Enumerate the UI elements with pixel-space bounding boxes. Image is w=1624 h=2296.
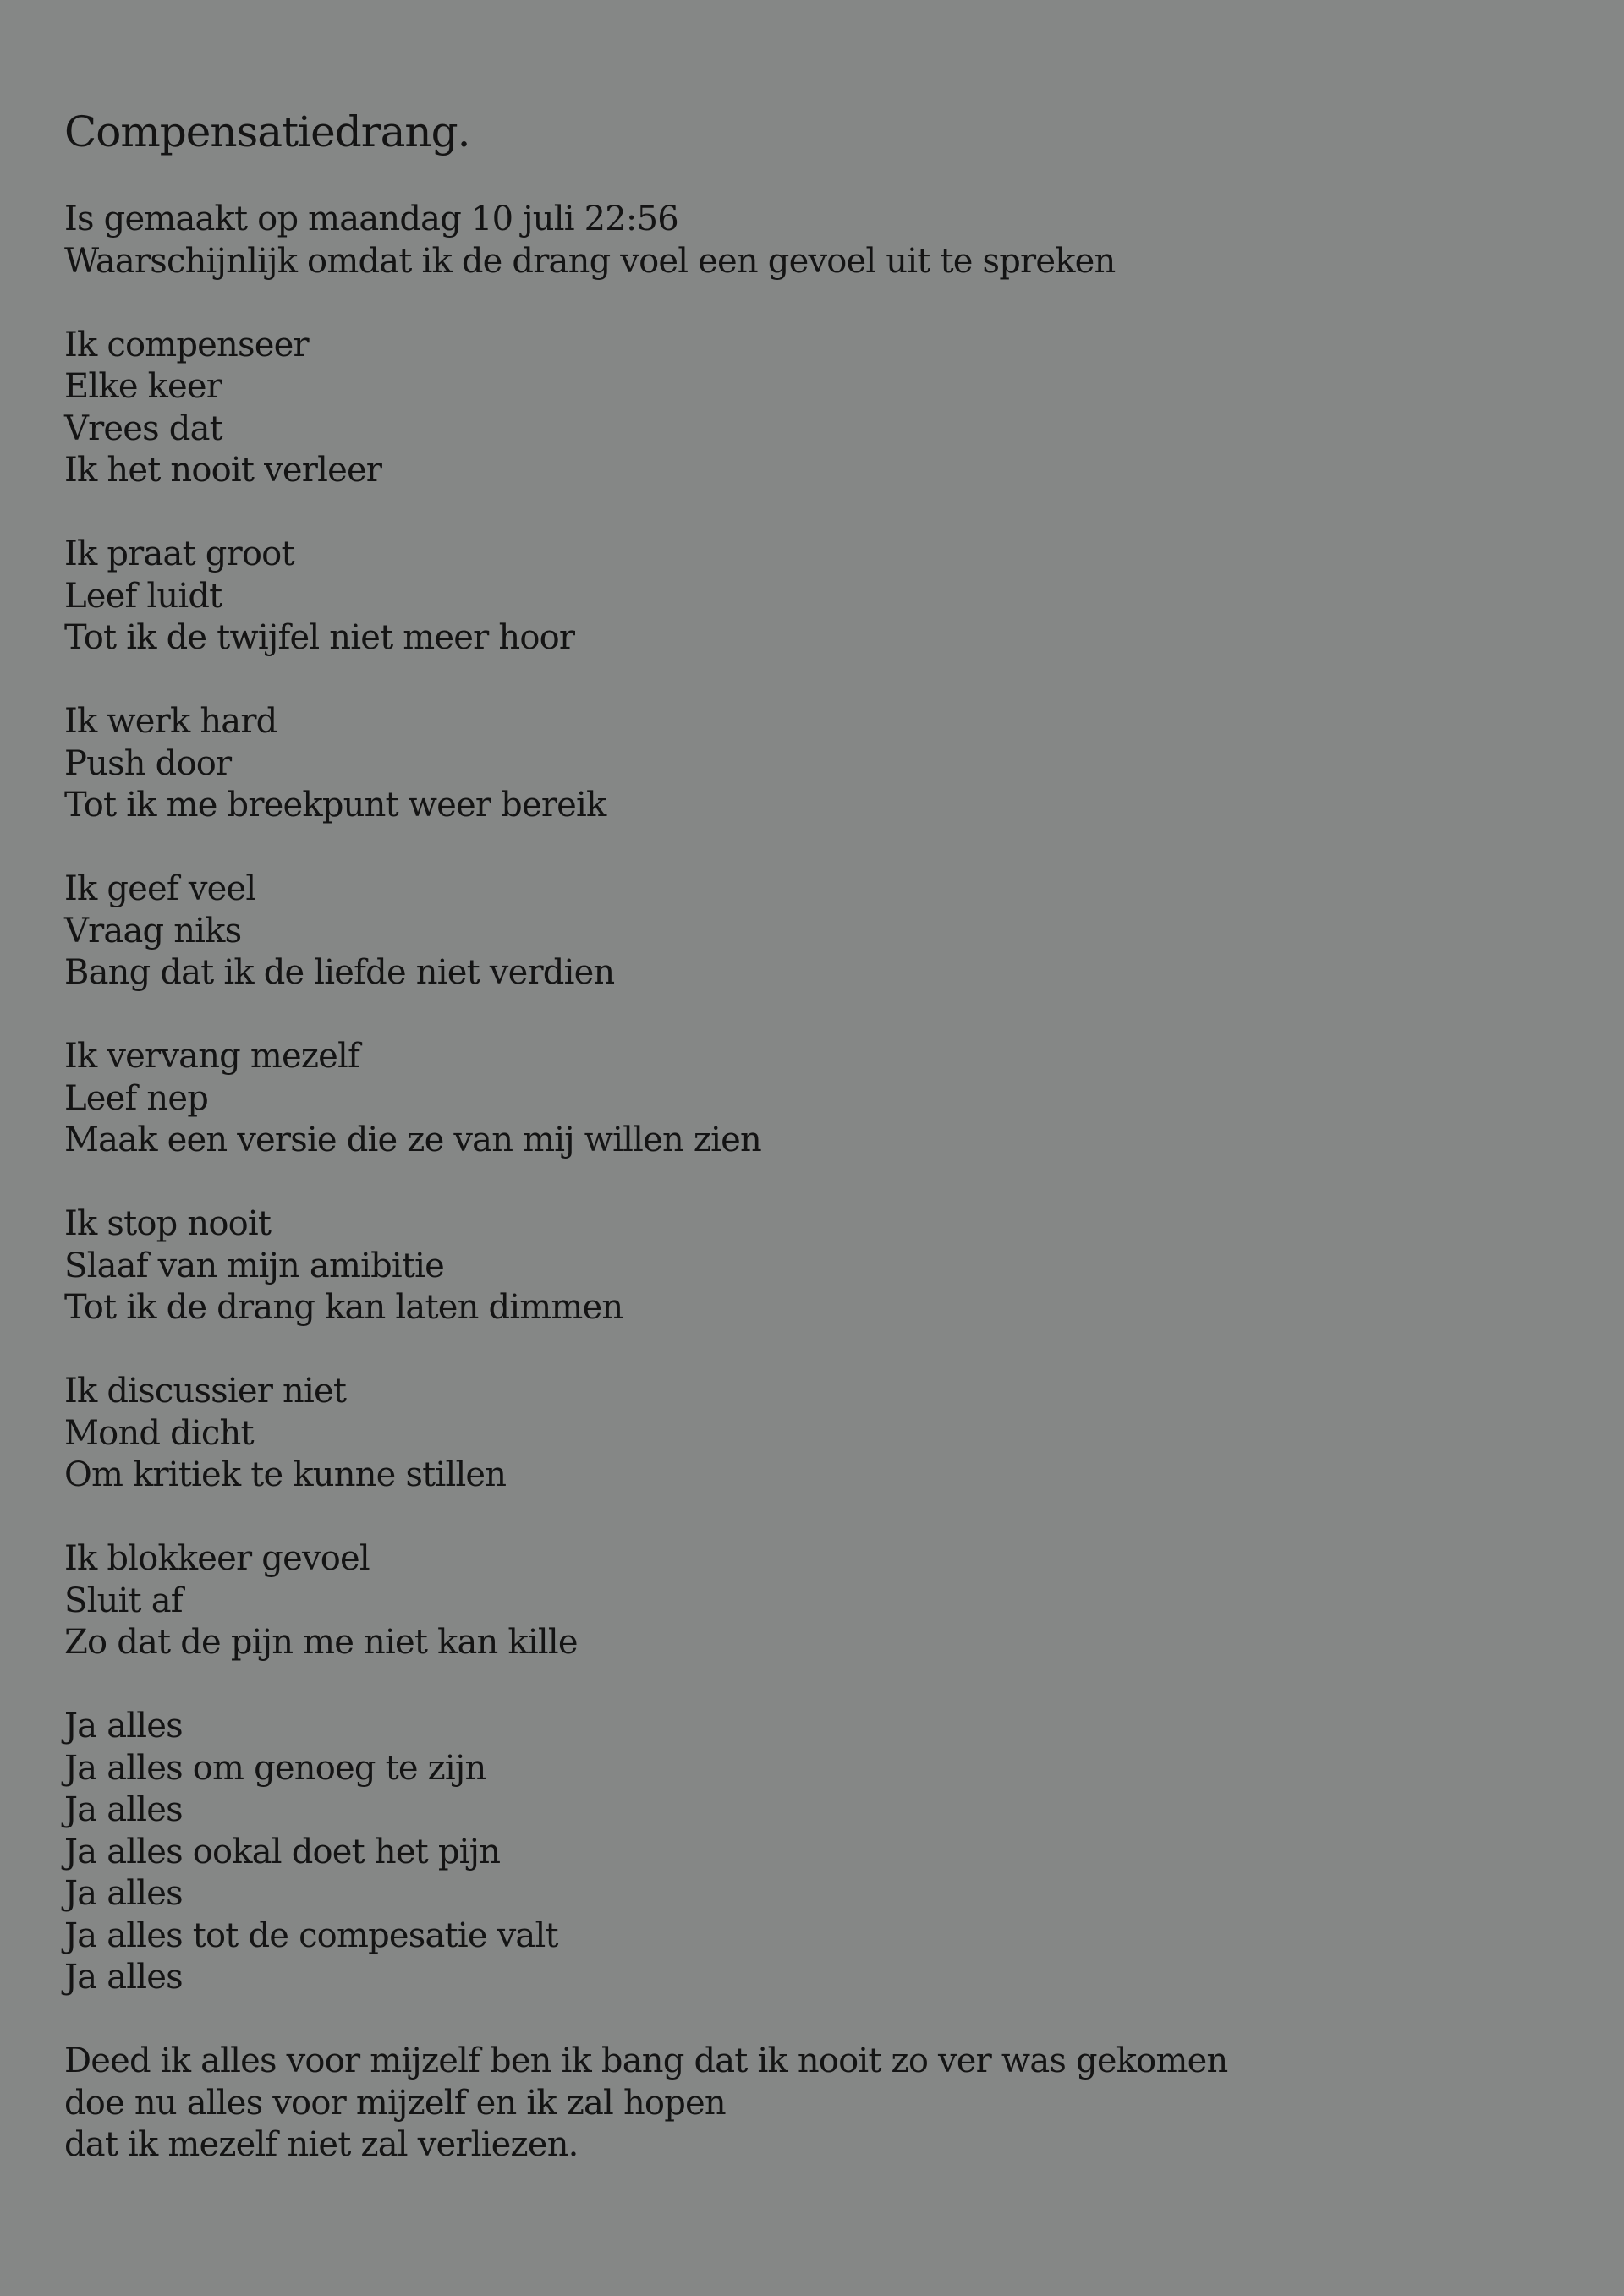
stanza-5 xyxy=(64,1036,1570,1162)
poem-line: Maak een versie die ze van mij willen zien xyxy=(64,1121,761,1159)
poem-line: Ik stop nooit xyxy=(64,1204,272,1243)
stanza-1 xyxy=(64,325,1570,492)
poem-line: Vraag niks xyxy=(64,911,242,951)
poem-line: Leef luidt xyxy=(64,576,222,616)
poem-title: Compensatiedrang. xyxy=(64,107,470,156)
poem-line: Ja alles om genoeg te zijn xyxy=(64,1748,486,1788)
poem-line: Tot ik me breekpunt weer bereik xyxy=(64,786,606,825)
poem-line: Ik blokkeer gevoel xyxy=(64,1539,370,1578)
stanza-6 xyxy=(64,1203,1570,1329)
poem-line: Bang dat ik de liefde niet verdien xyxy=(64,953,615,992)
poem-line: Tot ik de twijfel niet meer hoor xyxy=(64,618,575,657)
poem-line: dat ik mezelf niet zal verliezen. xyxy=(64,2125,579,2164)
poem-line: Deed ik alles voor mijzelf ben ik bang dat ik nooit zo ver was gekomen xyxy=(64,2041,1228,2080)
poem-line: Ja alles tot de compesatie valt xyxy=(64,1915,558,1955)
poem-line: Ja alles xyxy=(64,1790,183,1829)
poem-meta xyxy=(64,199,1570,282)
stanza-3 xyxy=(64,701,1570,827)
poem-line: Ik praat groot xyxy=(64,534,294,573)
poem-line: Ja alles xyxy=(64,1707,183,1745)
poem-line: Ik werk hard xyxy=(64,702,277,741)
stanza-9-refrain xyxy=(64,1706,1570,1999)
stanza-8 xyxy=(64,1538,1570,1664)
creation-date-line: Is gemaakt op maandag 10 juli 22:56 xyxy=(64,200,678,238)
reason-line: Waarschijnlijk omdat ik de drang voel een gevoel uit te spreken xyxy=(64,241,1116,281)
stanza-2 xyxy=(64,534,1570,660)
poem-line: Zo dat de pijn me niet kan kille xyxy=(64,1623,578,1662)
poem-line: Ja alles xyxy=(64,1958,183,1997)
poem-line: Ik geef veel xyxy=(64,869,256,908)
poem-line: Ik vervang mezelf xyxy=(64,1037,360,1076)
poem-line: Leef nep xyxy=(64,1078,209,1118)
stanza-10-closing xyxy=(64,2041,1570,2167)
poem-line: Ja alles xyxy=(64,1874,183,1913)
poem-line: Sluit af xyxy=(64,1581,183,1620)
stanza-4 xyxy=(64,869,1570,995)
poem-line: Ik het nooit verleer xyxy=(64,451,382,490)
poem-line: Mond dicht xyxy=(64,1413,254,1453)
poem-line: Om kritiek te kunne stillen xyxy=(64,1455,507,1494)
poem-line: Elke keer xyxy=(64,367,222,406)
poem-line: Tot ik de drang kan laten dimmen xyxy=(64,1288,623,1327)
poem-line: Ik compenseer xyxy=(64,325,309,364)
stanza-7 xyxy=(64,1371,1570,1497)
poem-line: Ik discussier niet xyxy=(64,1372,347,1411)
poem-line: Ja alles ookal doet het pijn xyxy=(64,1832,501,1871)
poem-line: Slaaf van mijn amibitie xyxy=(64,1246,445,1285)
poem-line: Push door xyxy=(64,743,232,783)
poem-document xyxy=(64,103,1570,2208)
poem-line: Vrees dat xyxy=(64,408,222,448)
poem-line: doe nu alles voor mijzelf en ik zal hopen xyxy=(64,2083,726,2123)
